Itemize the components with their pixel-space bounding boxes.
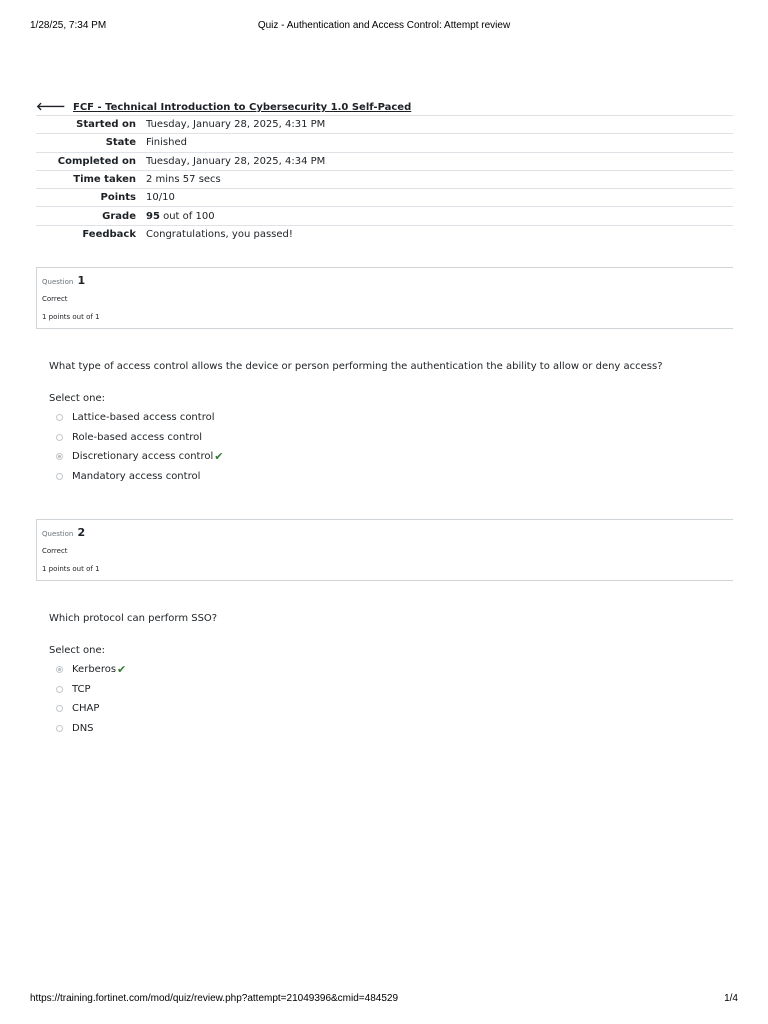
answer-label: TCP (72, 683, 91, 695)
question-state: Correct (42, 295, 68, 303)
answer-option[interactable] (56, 680, 126, 700)
answer-options (56, 660, 126, 738)
print-title: Quiz - Authentication and Access Control: Attempt review (257, 20, 511, 31)
radio-button-checked[interactable] (56, 453, 63, 460)
radio-button[interactable] (56, 414, 63, 421)
question-grade: 1 points out of 1 (42, 565, 100, 573)
summary-key: Points (36, 189, 141, 207)
answer-label: Kerberos (72, 664, 117, 676)
summary-row (36, 152, 733, 170)
answer-label: Discretionary access control (72, 451, 214, 463)
answer-label: Mandatory access control (72, 470, 201, 482)
correct-check-icon: ✔ (214, 450, 224, 464)
select-one-prompt: Select one: (49, 645, 106, 656)
select-one-prompt: Select one: (49, 393, 106, 404)
grade-total: out of 100 (159, 210, 215, 222)
summary-value: Congratulations, you passed! (141, 225, 733, 243)
question-number: Question 1 (42, 274, 86, 287)
answer-label: DNS (72, 722, 94, 734)
summary-key: State (36, 134, 141, 152)
radio-button[interactable] (56, 705, 63, 712)
summary-key: Time taken (36, 170, 141, 188)
attempt-summary-table (36, 115, 733, 244)
summary-value: Tuesday, January 28, 2025, 4:34 PM (141, 152, 733, 170)
print-footer (30, 993, 738, 1007)
page-number: 1/4 (724, 993, 738, 1004)
answer-option[interactable] (56, 428, 223, 448)
summary-row (36, 207, 733, 225)
question-text: Which protocol can perform SSO? (49, 613, 218, 624)
print-header (30, 20, 738, 34)
answer-option[interactable] (56, 699, 126, 719)
summary-key: Grade (36, 207, 141, 225)
summary-row (36, 134, 733, 152)
summary-key: Completed on (36, 152, 141, 170)
summary-row (36, 225, 733, 243)
summary-key: Started on (36, 116, 141, 134)
summary-value: 2 mins 57 secs (141, 170, 733, 188)
breadcrumb (36, 99, 411, 113)
summary-value: Tuesday, January 28, 2025, 4:31 PM (141, 116, 733, 134)
question-grade: 1 points out of 1 (42, 313, 100, 321)
radio-button[interactable] (56, 686, 63, 693)
answer-option[interactable] (56, 408, 223, 428)
summary-row (36, 170, 733, 188)
answer-option-selected[interactable] (56, 660, 126, 680)
question-number: Question 2 (42, 526, 86, 539)
summary-key: Feedback (36, 225, 141, 243)
question-info-box (36, 267, 733, 329)
summary-value (141, 207, 733, 225)
page-url: https://training.fortinet.com/mod/quiz/review.php?attempt=21049396&cmid=484529 (30, 993, 399, 1004)
course-link[interactable]: FCF - Technical Introduction to Cybersecurity 1.0 Self-Paced (72, 102, 412, 113)
question-state: Correct (42, 547, 68, 555)
answer-label: CHAP (72, 703, 100, 715)
summary-value: Finished (141, 134, 733, 152)
summary-row (36, 116, 733, 134)
radio-button[interactable] (56, 725, 63, 732)
radio-button-checked[interactable] (56, 666, 63, 673)
answer-label: Lattice-based access control (72, 412, 215, 424)
back-arrow-icon[interactable]: 🡐 (36, 100, 66, 113)
summary-row (36, 189, 733, 207)
correct-check-icon: ✔ (117, 663, 127, 677)
radio-button[interactable] (56, 473, 63, 480)
answer-label: Role-based access control (72, 431, 203, 443)
summary-value: 10/10 (141, 189, 733, 207)
answer-option[interactable] (56, 719, 126, 739)
print-datetime: 1/28/25, 7:34 PM (30, 20, 107, 31)
answer-option[interactable] (56, 467, 223, 487)
question-text: What type of access control allows the device or person performing the authentication the ability to allow or deny access? (49, 361, 663, 372)
answer-options (56, 408, 223, 486)
radio-button[interactable] (56, 434, 63, 441)
grade-score: 95 (146, 210, 160, 222)
question-info-box (36, 519, 733, 581)
answer-option-selected[interactable] (56, 447, 223, 467)
